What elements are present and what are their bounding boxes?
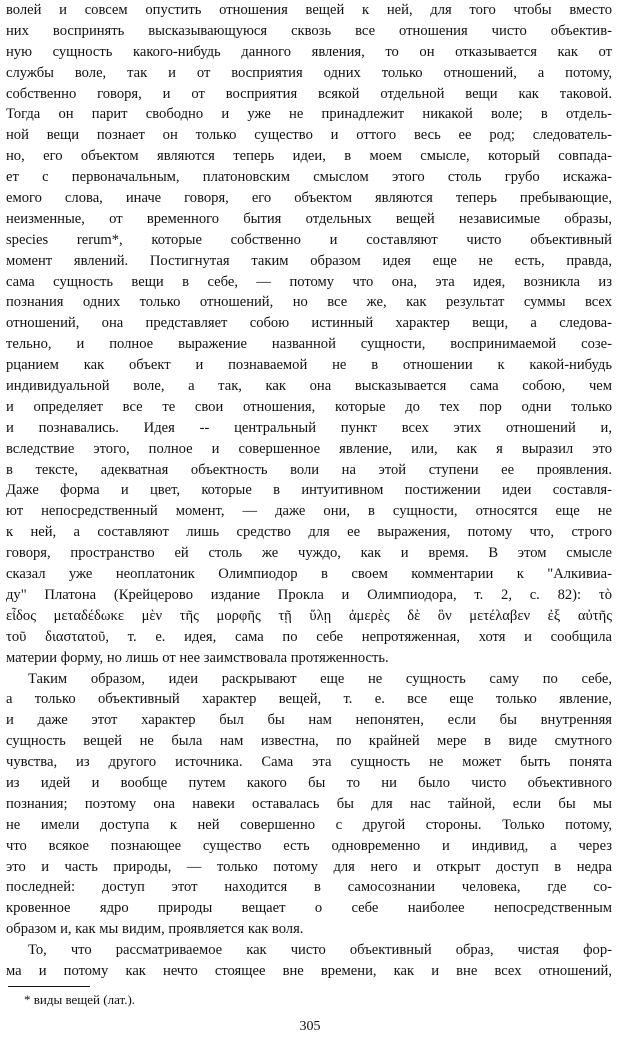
text-line: ду" Платона (Крейцерово издание Прокла и Олимпиодора, т. 2, с. 82): τὸ xyxy=(6,586,612,603)
text-line: Таким образом, идеи раскрывают еще не сущность саму по себе, xyxy=(28,670,612,687)
text-line: εἶδος μεταδέδωκε μὲν τῆς μορφῆς τῇ ὕλῃ ἀμερὲς δὲ ὃν μετέλαβεν ἐξ αὐτῆς xyxy=(6,607,612,624)
text-line: к ней, а составляют лишь средство для ее выражения, потому что, строго xyxy=(6,524,612,541)
text-line: но, его объектом являются теперь идеи, в моем смысле, который совпада- xyxy=(6,148,612,165)
text-line: познания одних только отношений, но все же, как результат суммы всех xyxy=(6,294,612,311)
text-line: рцанием как объект и познаваемой не в отношении к какой-нибудь xyxy=(6,357,612,374)
text-line: и познавались. Идея -- центральный пункт всех этих отношений и, xyxy=(6,419,612,436)
text-line: а только объективный характер вещей, т. е. все еще только явление, xyxy=(6,691,612,708)
text-line: отношений, она представляет собою истинный характер вещи, а следова- xyxy=(6,315,612,332)
text-line: ет с первоначальным, платоновским смыслом этого столь грубо искажа- xyxy=(6,169,612,186)
text-line: познания; поэтому она навеки оставалась бы для нас тайной, если бы мы xyxy=(6,795,612,812)
text-line: вследствие этого, полное и совершенное явление, или, как я выразил это xyxy=(6,440,612,457)
text-line: материи форму, но лишь от нее заимствовала протяженность. xyxy=(6,649,389,666)
text-line: и определяет все те свои отношения, которые до тех пор одни только xyxy=(6,398,612,415)
text-line: кровенное ядро природы вещает о себе наиболее непосредственным xyxy=(6,900,612,917)
text-line: в тексте, адекватная объектность воли на этой ступени ее проявления. xyxy=(6,461,612,478)
text-line: емого слова, иначе говоря, его объектом являются теперь пребывающие, xyxy=(6,190,612,207)
text-line: сущность вещей не была нам известна, по крайней мере в виде смутного xyxy=(6,733,612,750)
text-line: ной вещи познает он только существо и оттого весь ее род; следователь- xyxy=(6,127,612,144)
footnote: * виды вещей (лат.). xyxy=(24,992,136,1007)
text-line: образом и, как мы видим, проявляется как воля. xyxy=(6,921,304,938)
page-number: 305 xyxy=(299,1019,321,1034)
text-line: не имели доступа к ней совершенно с другой стороны. Только потому, xyxy=(6,816,612,833)
body-text xyxy=(6,0,612,982)
text-line: ную сущность какого-нибудь данного явления, то он отказывается как от xyxy=(6,43,612,60)
text-line: Тогда он парит свободно и уже не принадлежит никакой воле; в отдель- xyxy=(6,106,612,123)
text-line: τοῦ διαστατοῦ, т. е. идея, сама по себе непротяженная, хотя и сообщила xyxy=(6,628,612,645)
text-line: говоря, пространство ей столь же чуждо, как и время. В этом смысле xyxy=(6,545,612,562)
footnote-divider xyxy=(8,986,90,987)
text-line: из идей и вообще путем какого бы то ни было чисто объективного xyxy=(6,774,612,791)
text-line: сама сущность вещи в себе, — потому что она, эта идея, возникла из xyxy=(6,273,612,290)
text-line: тельно, и полное выражение названной сущности, воспринимаемой созе- xyxy=(6,336,612,353)
text-line: чувства, из другого источника. Сама эта сущность не может быть понята xyxy=(6,754,612,771)
text-line: что всякое познающее существо есть одновременно и индивид, а через xyxy=(6,837,612,854)
text-line: них воспринять высказывающуюся сквозь все отношения чисто объектив- xyxy=(6,22,612,39)
text-line: это и часть природы, — только потому для него и открыт доступ в недра xyxy=(6,858,612,875)
text-line: ма и потому как нечто стоящее вне времени, как и вне всех отношений, xyxy=(6,962,612,979)
text-line: Даже форма и цвет, которые в интуитивном постижении идеи составля- xyxy=(6,482,612,499)
text-line: службы воле, так и от восприятия одних только отношений, а потому, xyxy=(6,64,612,81)
text-line: индивидуальной воле, а так, как она высказывается сама собою, чем xyxy=(6,378,612,395)
text-line: волей и совсем опустить отношения вещей к ней, для того чтобы вместо xyxy=(6,2,612,18)
text-line: неизменные, от временного бытия отдельных вещей независимые образы, xyxy=(6,210,612,227)
text-line: момент явлений. Постигнутая таким образом идея еще не есть, правда, xyxy=(6,252,612,269)
text-line: species rerum*, которые собственно и составляют чисто объективный xyxy=(6,231,612,248)
text-line: и даже этот характер был бы нам непонятен, если бы внутренняя xyxy=(6,712,612,729)
text-line: То, что рассматриваемое как чисто объективный образ, чистая фор- xyxy=(28,942,612,959)
text-line: ют непосредственный момент, — даже они, в сущности, относятся еще не xyxy=(6,503,612,520)
text-line: собственно говоря, и от восприятия всякой отдельной вещи как таковой. xyxy=(6,85,612,102)
text-line: последней: доступ этот находится в самосознании человека, где со- xyxy=(6,879,612,896)
text-line: сказал уже неоплатоник Олимпиодор в своем комментарии к "Алкивиа- xyxy=(6,566,612,583)
